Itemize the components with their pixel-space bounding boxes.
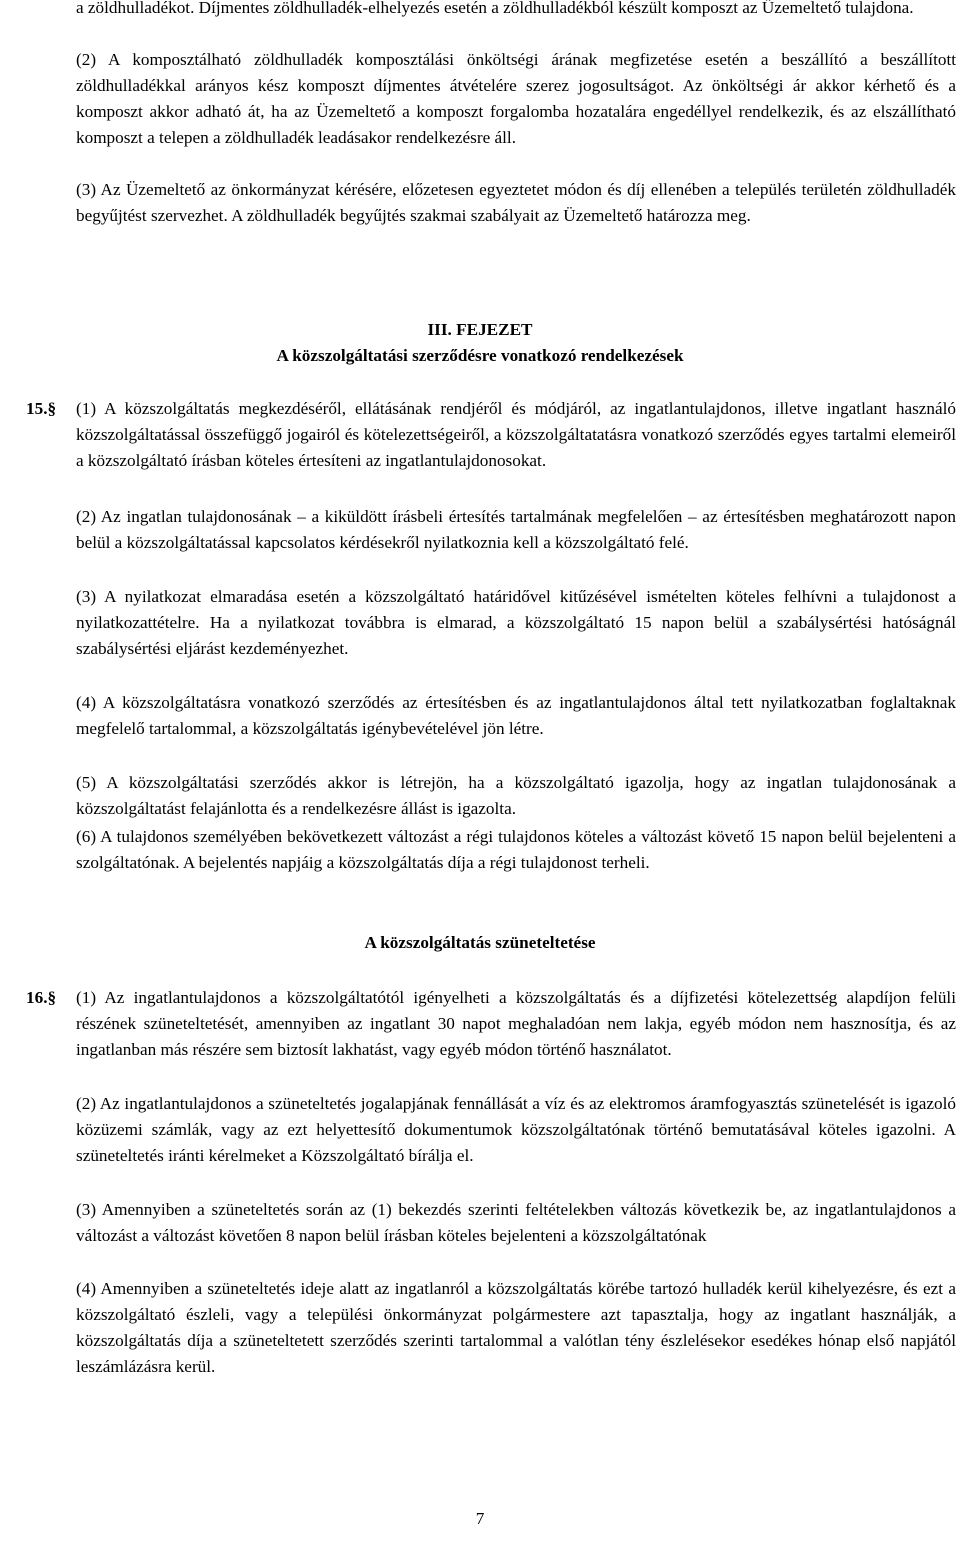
- paragraph-3: (3) Az Üzemeltető az önkormányzat kérésére, előzetesen egyeztetet módon és díj ellenében a település területén zöldhulladék begyűjtést szervezhet. A zöldhulladék begyűjtés szakmai szabályait az Üzemeltető határozza meg.: [76, 180, 956, 225]
- subheading-suspension: A közszolgáltatás szüneteltetése: [364, 933, 596, 952]
- chapter-number: III. FEJEZET: [427, 320, 533, 339]
- section-16-paragraph-3: (3) Amennyiben a szüneteltetés során az (1) bekezdés szerinti feltételekben változás következik be, az ingatlantulajdonos a változást a változást követően 8 napon belül írásban köteles bejelenteni a közszolgáltatónak: [76, 1200, 956, 1245]
- section-15-paragraph-4: (4) A közszolgáltatásra vonatkozó szerződés az értesítésben és az ingatlantulajdonos által tett nyilatkozatban foglaltaknak megfelelő tartalommal, a közszolgáltatás igénybevételével jön létre.: [76, 693, 956, 738]
- section-16-paragraph-2: (2) Az ingatlantulajdonos a szüneteltetés jogalapjának fennállását a víz és az elektromos áramfogyasztás szünetelését is igazoló közüzemi számlák, vagy az ezt helyettesítő dokumentumok közszolgáltatónak történő bemutatásával köteles igazolni. A szüneteltetés iránti kérelmeket a Közszolgáltató bírálja el.: [76, 1094, 956, 1165]
- page-number: 7: [475, 1509, 485, 1528]
- section-15-number: 15.§: [26, 399, 57, 418]
- section-15-paragraph-5: (5) A közszolgáltatási szerződés akkor is létrejön, ha a közszolgáltató igazolja, hogy az ingatlan tulajdonosának a közszolgáltatást felajánlotta és a rendelkezésre állást is igazolta.: [76, 773, 956, 818]
- section-16-paragraph-1: (1) Az ingatlantulajdonos a közszolgáltatótól igényelheti a közszolgáltatás és a díjfizetési kötelezettség alapdíjon felüli részének szüneteltetését, amennyiben az ingatlant 30 napot meghaladóan nem lakja, egyéb módon nem hasznosítja, és az ingatlanban más részére sem biztosít lakhatást, vagy egyéb módon történő használatot.: [76, 988, 956, 1059]
- section-16-paragraph-4: (4) Amennyiben a szüneteltetés ideje alatt az ingatlanról a közszolgáltatás körébe tartozó hulladék kerül kihelyezésre, és ezt a közszolgáltató észleli, vagy a települési önkormányzat polgármestere azt tapasztalja, hogy az ingatlant használják, a közszolgáltatás díja a szüneteltetett szerződés szerinti tartalommal a valótlan tény észlelésekor esedékes hónap első napjától leszámlázásra kerül.: [76, 1279, 956, 1376]
- paragraph-continuation: a zöldhulladékot. Díjmentes zöldhulladék-elhelyezés esetén a zöldhulladékból készült komposzt az Üzemeltető tulajdona.: [76, 0, 914, 17]
- section-15-paragraph-3: (3) A nyilatkozat elmaradása esetén a közszolgáltató határidővel kitűzésével ismételten köteles felhívni a tulajdonost a nyilatkozattételre. Ha a nyilatkozat továbbra is elmarad, a közszolgáltató 15 napon belül a szabálysértési hatóságnál szabálysértési eljárást kezdeményezhet.: [76, 587, 956, 658]
- chapter-title: A közszolgáltatási szerződésre vonatkozó rendelkezések: [276, 346, 684, 365]
- section-16-number: 16.§: [26, 988, 57, 1007]
- section-15-paragraph-6: (6) A tulajdonos személyében bekövetkezett változást a régi tulajdonos köteles a változást követő 15 napon belül bejelenteni a szolgáltatónak. A bejelentés napjáig a közszolgáltatás díja a régi tulajdonost terheli.: [76, 827, 956, 872]
- section-15-paragraph-1: (1) A közszolgáltatás megkezdéséről, ellátásának rendjéről és módjáról, az ingatlantulajdonos, illetve ingatlant használó közszolgáltatással összefüggő jogairól és kötelezettségeiről, a közszolgáltatatásra vonatkozó szerződés egyes tartalmi elemeiről a közszolgáltató írásban köteles értesíteni az ingatlantulajdonosokat.: [76, 399, 956, 470]
- paragraph-2: (2) A komposztálható zöldhulladék komposztálási önköltségi árának megfizetése esetén a beszállító a beszállított zöldhulladékkal arányos kész komposzt díjmentes átvételére szerez jogosultságot. Az önköltségi ár akkor kérhető és a komposzt akkor adható át, ha az Üzemeltető a komposzt forgalomba hozatalára engedéllyel rendelkezik, és az elszállítható komposzt a telepen a zöldhulladék leadásakor rendelkezésre áll.: [76, 50, 956, 147]
- section-15-paragraph-2: (2) Az ingatlan tulajdonosának – a kiküldött írásbeli értesítés tartalmának megfelelően – az értesítésben meghatározott napon belül a közszolgáltatással kapcsolatos kérdésekről nyilatkoznia kell a közszolgáltató felé.: [76, 507, 956, 552]
